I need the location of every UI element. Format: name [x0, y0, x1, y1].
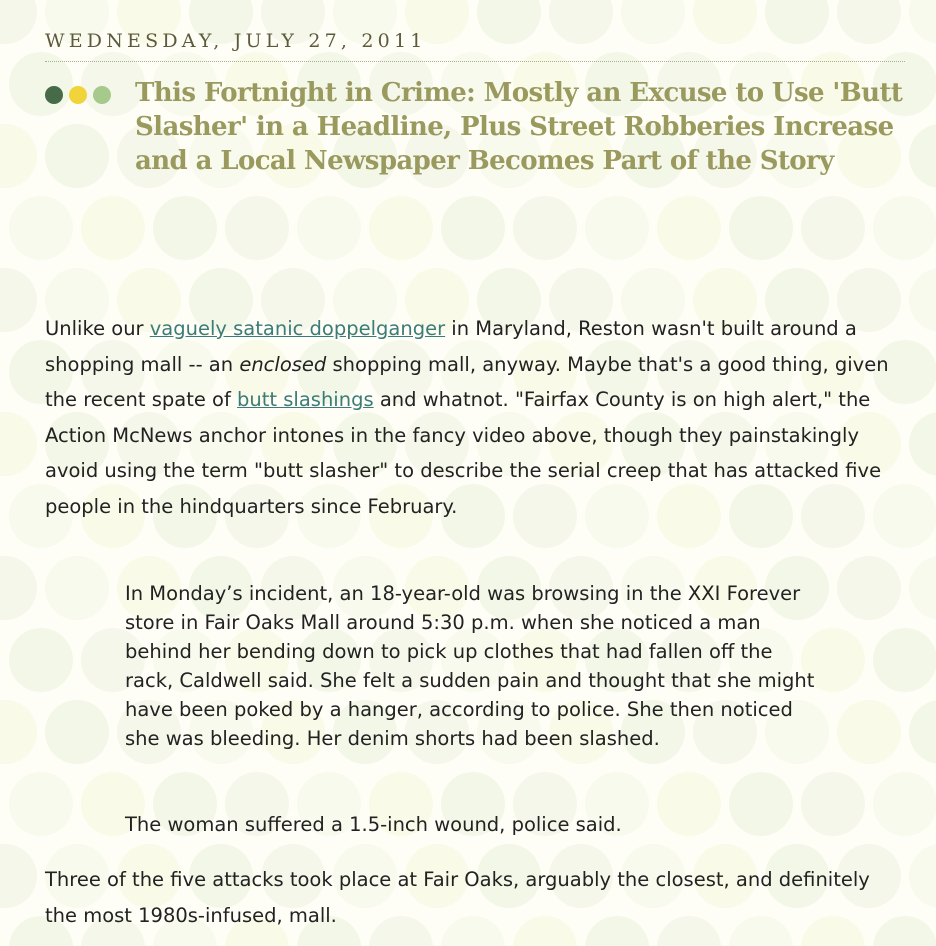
quote-paragraph-1: In Monday’s incident, an 18-year-old was browsing in the XXI Forever store in Fair Oaks Mall around 5:30 p.m. when she noticed a man behind her bending down to pick up clothes that had fallen off the rack, Caldwell said. She felt a sudden pain and thought that she might have been poked by a hanger, according to police. She then noticed she was bleeding. Her denim shorts had been slashed.	[125, 582, 815, 750]
intro-text-1: Unlike our	[45, 317, 150, 340]
post-body	[45, 311, 905, 524]
closing-paragraph: Three of the five attacks took place at Fair Oaks, arguably the closest, and definitely the most 1980s-infused, mall.	[45, 868, 870, 927]
dark-green-dot-icon	[45, 86, 63, 104]
quote-paragraph-2: The woman suffered a 1.5-inch wound, police said.	[125, 813, 622, 836]
news-quote-continued	[125, 810, 825, 839]
butt-slashings-link[interactable]: butt slashings	[237, 388, 374, 411]
title-bullets	[45, 86, 117, 106]
intro-text-2: in Maryland, Reston wasn't built around a shopping mall -- an	[45, 317, 857, 376]
date-header: WEDNESDAY, JULY 27, 2011	[45, 30, 905, 62]
yellow-dot-icon	[69, 86, 87, 104]
post-title: This Fortnight in Crime: Mostly an Excuse to Use 'Butt Slasher' in a Headline, Plus Street Robberies Increase and a Local Newspaper Becomes Part of the Story	[135, 78, 903, 176]
news-quote	[125, 579, 825, 753]
doppelganger-link[interactable]: vaguely satanic doppelganger	[149, 317, 446, 340]
intro-text-3: shopping mall, anyway. Maybe that's a good thing, given the recent spate of	[45, 352, 889, 411]
intro-text-4: and whatnot. "Fairfax County is on high alert," the Action McNews anchor intones in the fancy video above, though they painstakingly avoid using the term "butt slasher" to describe the serial creep that has attacked five people in the hindquarters since February.	[45, 388, 882, 518]
enclosed-emphasis: enclosed	[239, 352, 327, 376]
light-green-dot-icon	[93, 86, 111, 104]
intro-paragraph	[45, 311, 905, 524]
